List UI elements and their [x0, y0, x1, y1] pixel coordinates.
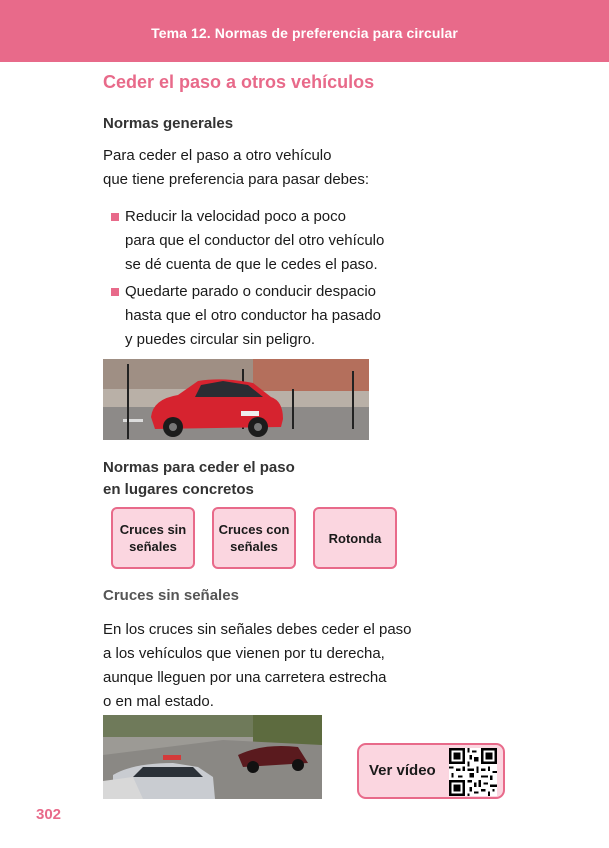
- bullet-line: se dé cuenta de que le cedes el paso.: [125, 256, 378, 273]
- tile-label-line: Cruces con: [218, 522, 290, 537]
- tile-rotonda[interactable]: [313, 507, 397, 569]
- text-line: aunque lleguen por una carretera estrecha: [103, 669, 387, 686]
- bullet-line: hasta que el otro conductor ha pasado: [125, 307, 382, 324]
- cruces-sin-senales-heading: Cruces sin señales: [103, 587, 239, 604]
- tile-label-line: Cruces sin: [119, 522, 187, 537]
- intro-line: que tiene preferencia para pasar debes:: [103, 171, 370, 188]
- section-title: Ceder el paso a otros vehículos: [103, 72, 375, 92]
- chapter-title: Tema 12. Normas de preferencia para circular: [151, 25, 458, 41]
- general-rules-heading: Normas generales: [103, 115, 234, 132]
- general-intro: [103, 144, 369, 192]
- specific-places-heading: [103, 457, 295, 501]
- heading-line: en lugares concretos: [103, 481, 254, 498]
- ver-video-button[interactable]: [357, 743, 505, 799]
- bullet-line: y puedes circular sin peligro.: [125, 331, 316, 348]
- header-band: [0, 0, 609, 62]
- text-line: o en mal estado.: [103, 693, 214, 710]
- tile-label-line: señales: [129, 539, 177, 554]
- text-line: En los cruces sin señales debes ceder el paso: [103, 621, 412, 638]
- intersection-illustration: [103, 715, 322, 799]
- intro-line: Para ceder el paso a otro vehículo: [103, 147, 332, 164]
- bullet-item: [111, 205, 441, 277]
- tile-cruces-con-senales[interactable]: [212, 507, 296, 569]
- bullet-line: Reducir la velocidad poco a poco: [125, 208, 346, 225]
- cruces-text: [103, 618, 412, 714]
- red-car-illustration: [103, 359, 369, 440]
- heading-line: Normas para ceder el paso: [103, 459, 295, 476]
- ver-video-label: Ver vídeo: [369, 762, 436, 779]
- red-car-photo: [103, 359, 369, 440]
- tile-label-line: Rotonda: [328, 530, 382, 546]
- tile-cruces-sin-senales[interactable]: [111, 507, 195, 569]
- bullet-item: [111, 280, 441, 352]
- text-line: a los vehículos que vienen por tu derecha,: [103, 645, 385, 662]
- intersection-photo: [103, 715, 322, 799]
- tile-label-line: señales: [230, 539, 278, 554]
- bullet-square-icon: [111, 213, 119, 221]
- bullet-square-icon: [111, 288, 119, 296]
- page-number: 302: [36, 806, 62, 823]
- bullet-line: Quedarte parado o conducir despacio: [125, 283, 377, 300]
- bullet-line: para que el conductor del otro vehículo: [125, 232, 385, 249]
- qr-code-icon: [449, 748, 497, 796]
